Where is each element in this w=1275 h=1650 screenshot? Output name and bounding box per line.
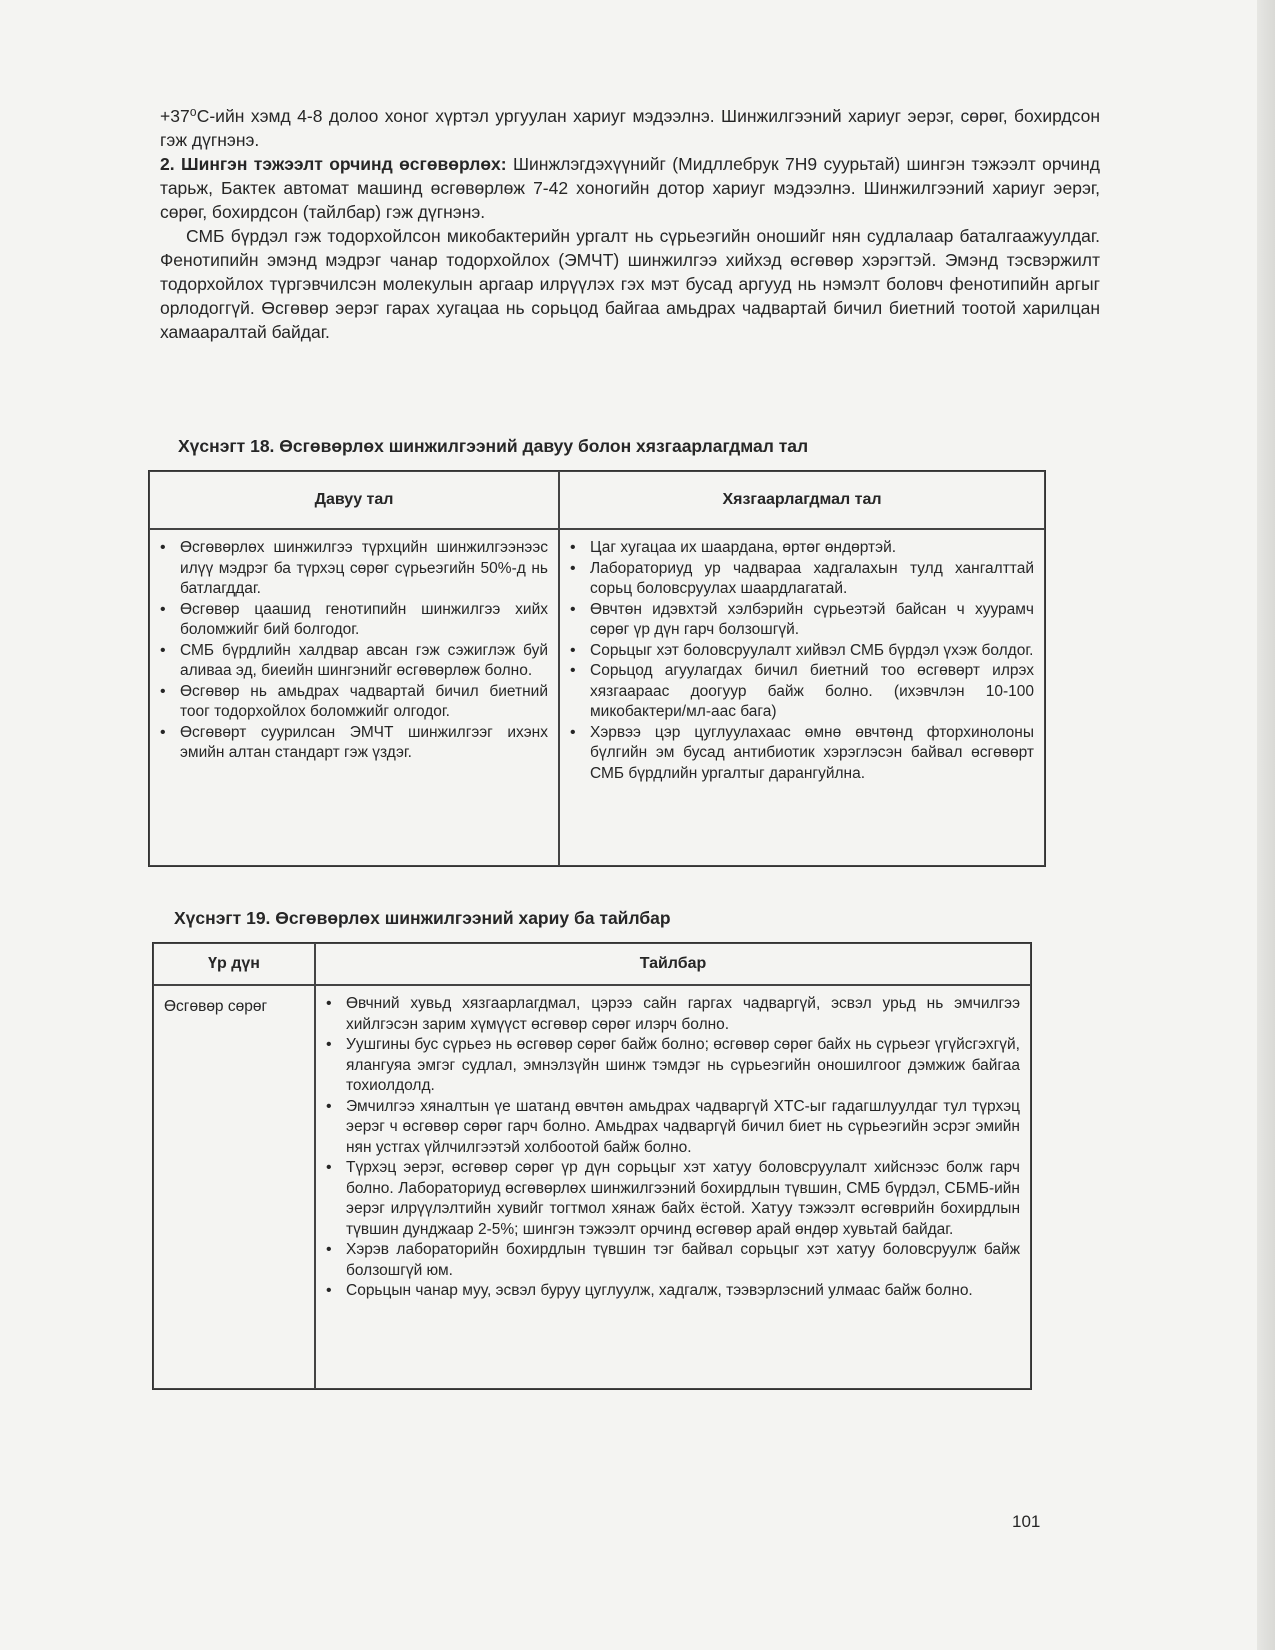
list-item: • Өсгөвөрлөх шинжилгээ түрхцийн шинжилгээнээс илүү мэдрэг ба түрхэц сөрөг сүрьеэгийн 50%-д нь батлагддаг. xyxy=(180,538,548,600)
explanations-list xyxy=(316,986,1030,1310)
advantages-list xyxy=(150,530,558,772)
table-18-caption: Хүснэгт 18. Өсгөвөрлөх шинжилгээний давуу болон хязгаарлагдмал тал xyxy=(178,436,809,456)
item-2-title: 2. Шингэн тэжээлт орчинд өсгөвөрлөх: xyxy=(160,154,507,174)
list-item: • Өсгөвөрт суурилсан ЭМЧТ шинжилгээг ихэнх эмийн алтан стандарт гэж үздэг. xyxy=(180,723,548,764)
list-item: • Өвчтөн идэвхтэй хэлбэрийн сүрьеэтэй байсан ч хуурамч сөрөг үр дүн гарч болзошгүй. xyxy=(590,600,1034,641)
paragraph-2 xyxy=(160,152,1100,224)
body-text xyxy=(160,104,1100,344)
list-item: • Уушгины бус сүрьеэ нь өсгөвөр сөрөг байж болно; өсгөвөр сөрөг байх нь сүрьеэг үгүйсгэхгүй, ялангуяа эмгэг судлал, эмнэлзүйн шинж тэмдэг нь сүрьеэгийн оношилгоог дэмжиж байгаа тохиолдолд. xyxy=(346,1035,1020,1097)
list-item: • СМБ бүрдлийн халдвар авсан гэж сэжиглэж буй аливаа эд, биеийн шингэнийг өсгөвөрлөж болно. xyxy=(180,641,548,682)
table-19 xyxy=(152,942,1032,1390)
list-item: • Түрхэц эерэг, өсгөвөр сөрөг үр дүн сорьцыг хэт хатуу боловсруулалт хийснээс болж гарч болно. Лабораториуд өсгөвөрлөх шинжилгээний бохирдлын түвшин, СМБ бүрдэл, СБМБ-ийн эерэг илрүүлэлтийн хувийг тогтмол хянаж байх ёстой. Хатуу тэжээлт өсгөврийн бохирдлын түвшин дунджаар 2-5%; шингэн тэжээлт орчинд өсгөвөр арай өндөр хувьтай байдаг. xyxy=(346,1158,1020,1240)
list-item: • Өвчний хувьд хязгаарлагдмал, цэрээ сайн гаргах чадваргүй, эсвэл урьд нь эмчилгээ хийлгэсэн зарим хүмүүст өсгөвөр сөрөг илэрч болно. xyxy=(346,994,1020,1035)
list-item: • Өсгөвөр нь амьдрах чадвартай бичил биетний тоог тодорхойлох боломжийг олгодог. xyxy=(180,682,548,723)
paragraph-3: СМБ бүрдэл гэж тодорхойлсон микобактерийн ургалт нь сүрьеэгийн оношийг нян судлалаар баталгаажуулдаг. Фенотипийн эмэнд мэдрэг чанар тодорхойлох (ЭМЧТ) шинжилгээ хийхэд өсгөвөр хэрэгтэй. Эмэнд тэсвэржилт тодорхойлох түргэвчилсэн молекулын аргаар илрүүлэх гэх мэт бусад аргууд нь нэмэлт боловч фенотипийн аргыг орлодоггүй. Өсгөвөр эерэг гарах хугацаа нь сорьцод байгаа амьдрах чадвартай бичил биетний тоотой харилцан хамааралтай байдаг. xyxy=(160,226,1100,342)
list-item: • Сорьцын чанар муу, эсвэл буруу цуглуулж, хадгалж, тээвэрлэсний улмаас байж болно. xyxy=(346,1281,1020,1302)
page-number: 101 xyxy=(1012,1512,1041,1531)
table-18 xyxy=(148,470,1046,867)
list-item: • Хэрвээ цэр цуглуулахаас өмнө өвчтөнд фторхинолоны бүлгийн эм бусад антибиотик хэрэглэсэн байвал өсгөвөрт СМБ бүрдлийн ургалтыг дарангуйлна. xyxy=(590,723,1034,785)
list-item: • Лабораториуд ур чадвараа хадгалахын тулд хангалттай сорьц боловсруулах шаардлагатай. xyxy=(590,559,1034,600)
list-item: • Цаг хугацаа их шаардана, өртөг өндөртэй. xyxy=(590,538,1034,559)
table-19-caption: Хүснэгт 19. Өсгөвөрлөх шинжилгээний хариу ба тайлбар xyxy=(174,908,671,928)
table-19-header-result: Үр дүн xyxy=(153,943,315,985)
list-item: • Сорьцыг хэт боловсруулалт хийвэл СМБ бүрдэл үхэж болдог. xyxy=(590,641,1034,662)
table-19-header-explanation: Тайлбар xyxy=(315,943,1031,985)
list-item: • Сорьцод агуулагдах бичил биетний тоо өсгөвөрт илрэх хязгаараас доогуур байж болно. (ихэвчлэн 10-100 микобактери/мл-аас бага) xyxy=(590,661,1034,723)
list-item: • Өсгөвөр цаашид генотипийн шинжилгээ хийх боломжийг бий болгодог. xyxy=(180,600,548,641)
list-item: • Хэрэв лабораторийн бохирдлын түвшин тэг байвал сорьцыг хэт хатуу боловсруулж байж болзошгүй юм. xyxy=(346,1240,1020,1281)
table-18-advantages-cell xyxy=(149,529,559,866)
table-18-limitations-cell xyxy=(559,529,1045,866)
list-item: • Эмчилгээ хяналтын үе шатанд өвчтөн амьдрах чадваргүй ХТС-ыг гадагшлуулдаг тул түрхэц эерэг ч өсгөвөр сөрөг гарч болно. Амьдрах чадваргүй бичил биет нь сүрьеэгийн эсрэг эмийн нян устгах үйлчилгээтэй холбоотой байж болно. xyxy=(346,1097,1020,1159)
paragraph-1: +37⁰С-ийн хэмд 4-8 долоо хоног хүртэл ургуулан хариуг мэдээлнэ. Шинжилгээний хариуг эерэг, сөрөг, бохирдсон гэж дүгнэнэ. xyxy=(160,106,1100,150)
table-18-header-limitations: Хязгаарлагдмал тал xyxy=(559,471,1045,529)
table-19-explanation-cell xyxy=(315,985,1031,1389)
table-18-header-advantages: Давуу тал xyxy=(149,471,559,529)
item-2-text: Шинжлэгдэхүүнийг (Мидллебрук 7Н9 суурьтай) шингэн тэжээлт орчинд тарьж, Бактек автомат машинд өсгөвөрлөж 7-42 хоногийн дотор хариуг мэдээлнэ. Шинжилгээний хариуг эерэг, сөрөг, бохирдсон (тайлбар) гэж дүгнэнэ. xyxy=(160,154,1100,222)
page-edge xyxy=(1257,0,1275,1650)
limitations-list xyxy=(560,530,1044,792)
table-19-result-cell: Өсгөвөр сөрөг xyxy=(153,985,315,1389)
